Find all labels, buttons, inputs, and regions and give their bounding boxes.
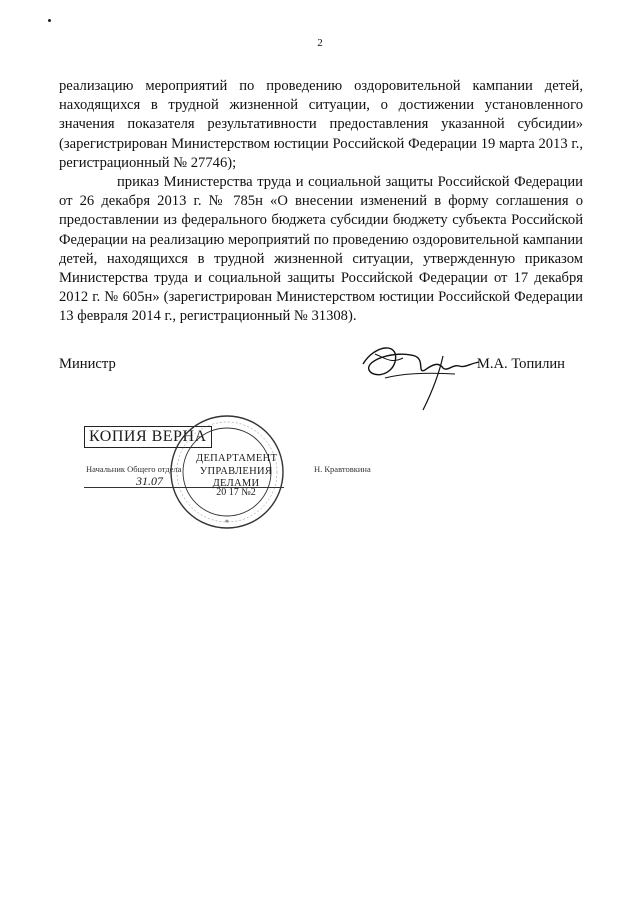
svg-text:*: * xyxy=(225,518,229,527)
body-paragraph: реализацию мероприятий по проведению оздоровительной кампании детей, находящихся в трудной жизненной ситуации, о достижении установленного значения показателя результативности предоставления указанной субсидии» (зарегистрирован Министерством юстиции Российской Федерации 19 марта 2013 г., регистрационный № 27746); xyxy=(59,78,583,171)
handwritten-signature xyxy=(355,334,485,414)
seal-year: 20 17 xyxy=(216,487,239,498)
document-body xyxy=(59,77,583,327)
signature-block xyxy=(59,356,583,378)
seal-year-line xyxy=(196,487,276,498)
certification-date: 31.07 xyxy=(136,474,163,488)
seal-number: №2 xyxy=(241,487,256,498)
department-label: ДЕПАРТАМЕНТ УПРАВЛЕНИЯ ДЕЛАМИ xyxy=(196,453,278,489)
signatory-title: Министр xyxy=(59,356,116,372)
signatory-name: М.А. Топилин xyxy=(476,356,565,372)
clerk-name: Н. Кравтовкина xyxy=(314,464,371,474)
clerk-role: Начальник Общего отдела xyxy=(86,464,182,474)
body-paragraph: приказ Министерства труда и социальной защиты Российской Федерации от 26 декабря 2013 г. № 785н «О внесении изменений в форму соглашения о предоставлении из федерального бюджета субсидии бюджету субъекта Российской Федерации на реализацию мероприятий по проведению оздоровительной кампании детей, находящихся в трудной жизненной ситуации, утвержденную приказом Министерства труда и социальной защиты Российской Федерации от 17 декабря 2012 г. № 605н» (зарегистрирован Министерством юстиции Российской Федерации 13 февраля 2014 г., регистрационный № 31308). xyxy=(59,174,583,325)
scan-mark xyxy=(48,19,51,22)
page-number: 2 xyxy=(317,37,323,49)
copy-certified-label: КОПИЯ ВЕРНА xyxy=(84,426,212,448)
